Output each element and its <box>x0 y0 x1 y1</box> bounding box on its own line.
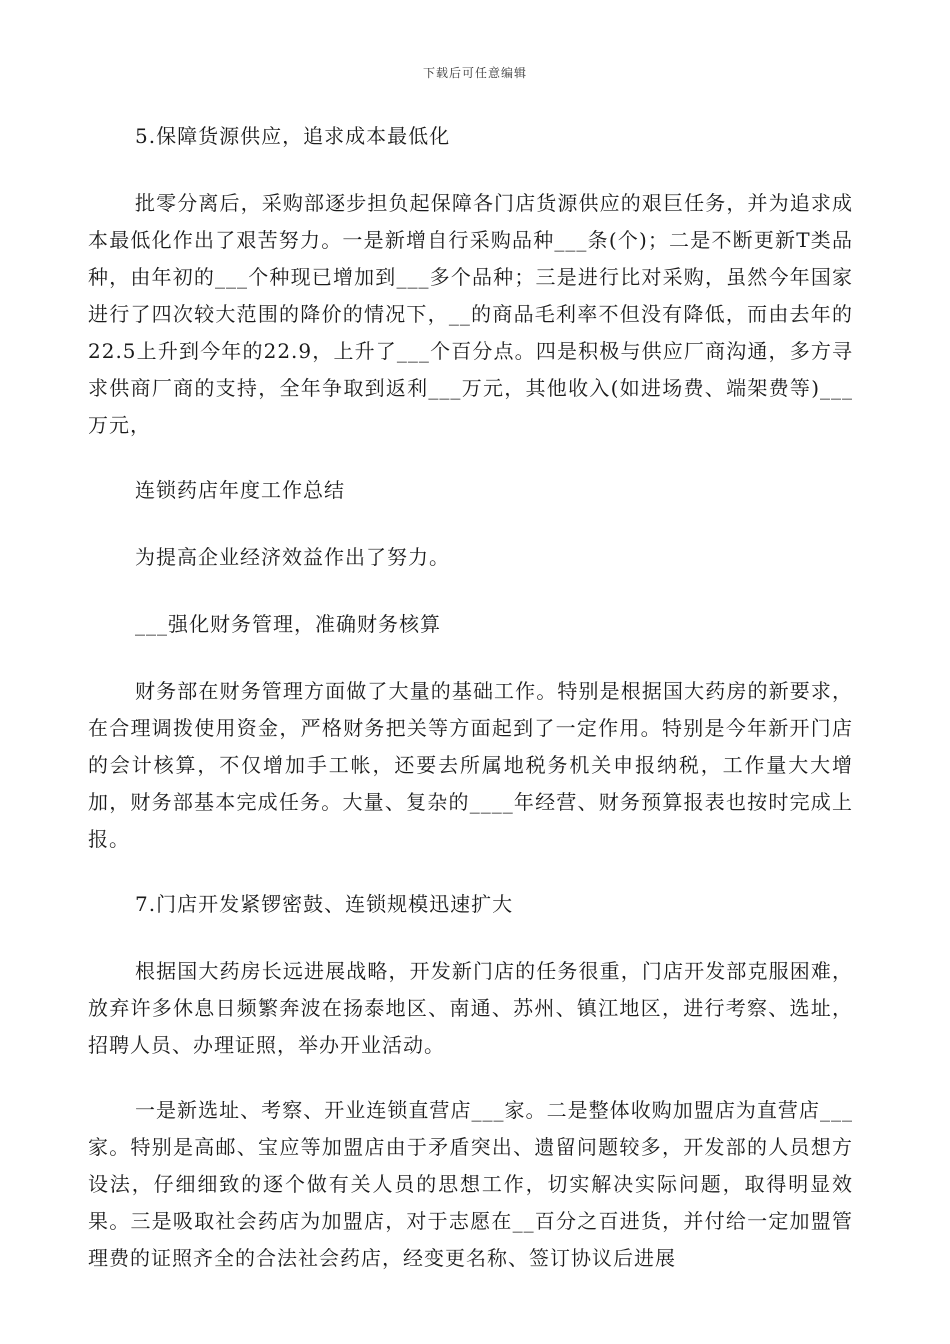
section-heading-7: 7.门店开发紧锣密鼓、连锁规模迅速扩大 <box>135 892 514 916</box>
paragraph-store-expansion: 一是新选址、考察、开业连锁直营店___家。二是整体收购加盟店为直营店___家。特别是高邮、宝应等加盟店由于矛盾突出、遗留问题较多，开发部的人员想方设法，仔细细致的逐个做有关人员的思想工作，切实解决实际问题，取得明显效果。三是吸取社会药店为加盟店，对于志愿在__百分之百进货，并付给一定加盟管理费的证照齐全的合法社会药店，经变更名称、签订协议后进展 <box>88 1098 853 1270</box>
paragraph-efficiency: 为提高企业经济效益作出了努力。 <box>135 545 450 569</box>
paragraph-finance: 财务部在财务管理方面做了大量的基础工作。特别是根据国大药房的新要求，在合理调拨使用资金，严格财务把关等方面起到了一定作用。特别是今年新开门店的会计核算，不仅增加手工帐，还要去所属地税务机关申报纳税，工作量大大增加，财务部基本完成任务。大量、复杂的____年经营、财务预算报表也按时完成上报。 <box>88 679 853 851</box>
paragraph-procurement: 批零分离后，采购部逐步担负起保障各门店货源供应的艰巨任务，并为追求成本最低化作出了艰苦努力。一是新增自行采购品种___条(个)；二是不断更新T类品种，由年初的___个种现已增加到___多个品种；三是进行比对采购，虽然今年国家进行了四次较大范围的降价的情况下，__的商品毛利率不但没有降低，而由去年的22.5上升到今年的22.9，上升了___个百分点。四是积极与供应厂商沟通，多方寻求供商厂商的支持，全年争取到返利___万元，其他收入(如进场费、端架费等)___万元， <box>88 191 853 437</box>
page-header: 下载后可任意编辑 <box>422 66 527 80</box>
section-heading-5: 5.保障货源供应，追求成本最低化 <box>135 124 451 148</box>
document-title-line: 连锁药店年度工作总结 <box>135 478 345 502</box>
document-body <box>88 118 853 1305</box>
paragraph-store-development: 根据国大药房长远进展战略，开发新门店的任务很重，门店开发部克服困难，放弃许多休息日频繁奔波在扬泰地区、南通、苏州、镇江地区，进行考察、选址，招聘人员、办理证照，举办开业活动。 <box>88 959 853 1057</box>
section-heading-finance: ___强化财务管理，准确财务核算 <box>135 612 441 636</box>
